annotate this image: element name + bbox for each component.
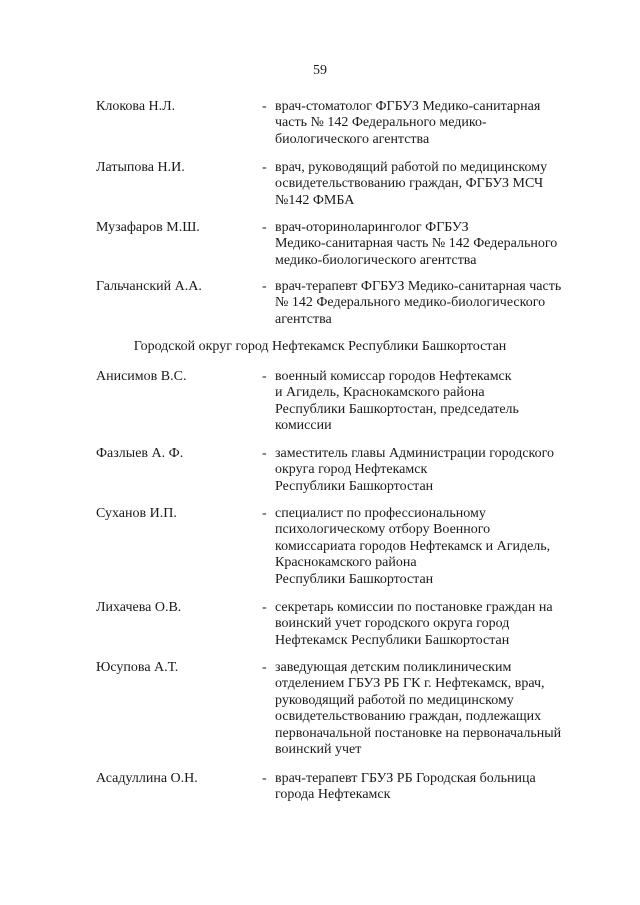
dash: - (262, 220, 267, 235)
person-role (275, 160, 595, 209)
dash: - (262, 446, 267, 461)
person-name: Асадуллина О.Н. (96, 771, 198, 786)
dash: - (262, 660, 267, 675)
person-name: Фазлыев А. Ф. (96, 446, 184, 461)
role-line: воинский учет (275, 742, 362, 758)
dash: - (262, 160, 267, 175)
person-role (275, 99, 595, 148)
person-role (275, 369, 595, 435)
role-line: агентства (275, 311, 332, 327)
person-role (275, 279, 595, 328)
person-name: Клокова Н.Л. (96, 99, 176, 114)
role-line: врач-стоматолог ФГБУЗ Медико-санитарная (275, 99, 541, 114)
person-name: Юсупова А.Т. (96, 660, 179, 675)
dash: - (262, 600, 267, 615)
role-line: Краснокамского района (275, 555, 417, 571)
person-role (275, 506, 595, 588)
person-role (275, 660, 595, 758)
person-role (275, 220, 595, 269)
role-line: Республики Башкортостан (275, 571, 434, 587)
role-line: Нефтекамск Республики Башкортостан (275, 632, 510, 648)
person-name: Анисимов В.С. (96, 369, 187, 384)
person-name: Суханов И.П. (96, 506, 177, 521)
role-line: Медико-санитарная часть № 142 Федерального (275, 236, 558, 252)
role-line: комиссариата городов Нефтекамск и Агидель, (275, 538, 551, 554)
role-line: комиссии (275, 418, 332, 434)
dash: - (262, 771, 267, 786)
role-line: № 142 Федерального медико-биологического (275, 295, 546, 311)
person-name: Лихачева О.В. (96, 600, 182, 615)
role-line: психологическому отбору Военного (275, 522, 491, 538)
role-line: врач-терапевт ГБУЗ РБ Городская больница (275, 771, 536, 786)
role-line: Республики Башкортостан (275, 478, 434, 494)
role-line: Республики Башкортостан, председатель (275, 401, 519, 417)
person-name: Латыпова Н.И. (96, 160, 185, 175)
role-line: военный комиссар городов Нефтекамск (275, 369, 512, 384)
person-name: Музафаров М.Ш. (96, 220, 200, 235)
dash: - (262, 279, 267, 294)
role-line: специалист по профессиональному (275, 506, 486, 521)
role-line: секретарь комиссии по постановке граждан на (275, 600, 553, 615)
role-line: заведующая детским поликлиническим (275, 660, 512, 675)
section-heading: Городской округ город Нефтекамск Республики Башкортостан (133, 339, 507, 354)
page-number: 59 (313, 63, 327, 78)
role-line: часть № 142 Федерального медико- (275, 115, 487, 131)
role-line: города Нефтекамск (275, 787, 391, 803)
role-line: №142 ФМБА (275, 192, 355, 208)
role-line: медико-биологического агентства (275, 252, 477, 268)
role-line: воинский учет городского округа город (275, 616, 510, 632)
person-role (275, 600, 595, 649)
person-name: Гальчанский А.А. (96, 279, 202, 294)
role-line: отделением ГБУЗ РБ ГК г. Нефтекамск, врач, (275, 676, 545, 692)
dash: - (262, 506, 267, 521)
role-line: освидетельствованию граждан, ФГБУЗ МСЧ (275, 176, 544, 192)
role-line: округа город Нефтекамск (275, 462, 428, 478)
role-line: врач-терапевт ФГБУЗ Медико-санитарная часть (275, 279, 562, 294)
person-role (275, 771, 595, 804)
role-line: врач, руководящий работой по медицинскому (275, 160, 548, 175)
role-line: освидетельствованию граждан, подлежащих (275, 709, 542, 725)
role-line: руководящий работой по медицинскому (275, 692, 514, 708)
role-line: врач-оториноларинголог ФГБУЗ (275, 220, 469, 235)
role-line: первоначальной постановке на первоначальный (275, 725, 562, 741)
role-line: биологического агентства (275, 131, 430, 147)
dash: - (262, 99, 267, 114)
role-line: и Агидель, Краснокамского района (275, 385, 485, 401)
dash: - (262, 369, 267, 384)
person-role (275, 446, 595, 495)
role-line: заместитель главы Администрации городского (275, 446, 555, 461)
